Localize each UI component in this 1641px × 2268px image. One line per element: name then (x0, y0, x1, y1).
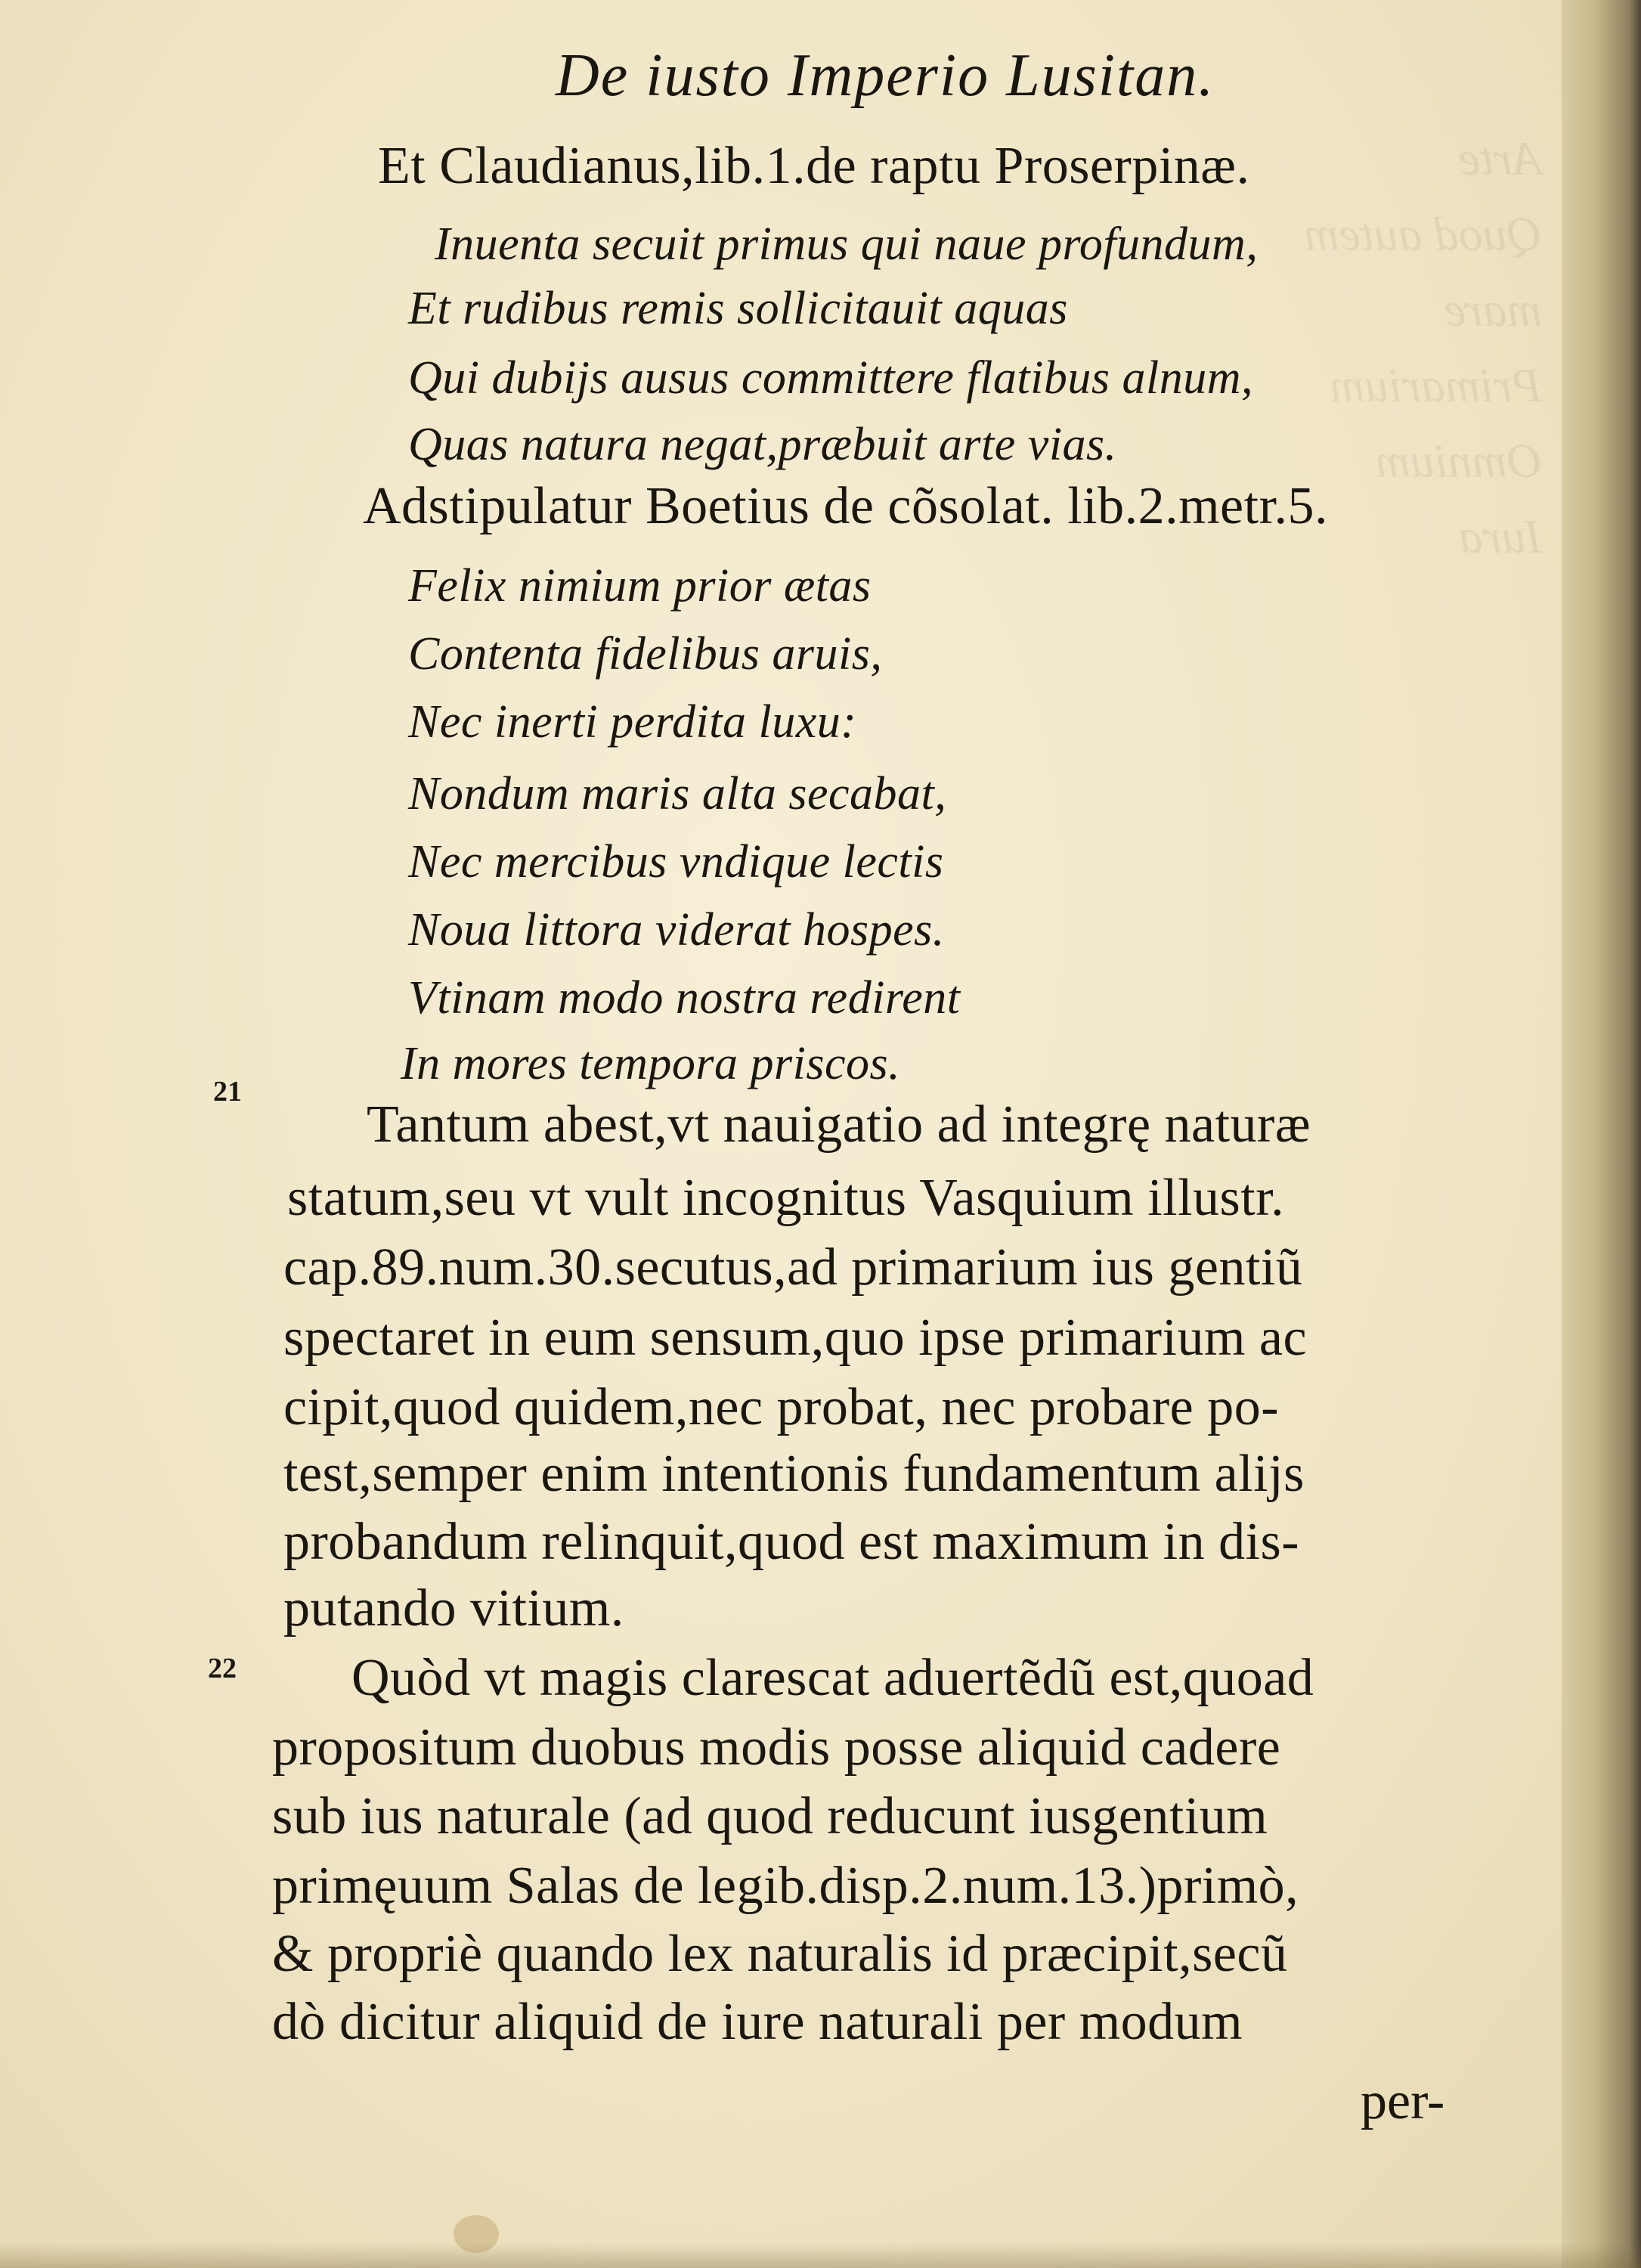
bleed-through-texture: Arte Quod autem mare Primarium Omnium Iura (1304, 132, 1542, 563)
verse-line: Nec inerti perdita luxu: (408, 696, 857, 748)
margin-number: 22 (208, 1653, 237, 1684)
paragraph-line: statum,seu vt vult incognitus Vasquium illustr. (287, 1169, 1285, 1227)
paragraph-line: sub ius naturale (ad quod reducunt iusgentium (272, 1787, 1268, 1845)
text-line: Adstipulatur Boetius de cõsolat. lib.2.metr.5. (363, 477, 1329, 535)
paragraph-line: cipit,quod quidem,nec probat, nec probare po- (283, 1378, 1280, 1436)
page-bottom-edge (0, 2242, 1641, 2268)
text-line: Et Claudianus,lib.1.de raptu Proserpinæ. (378, 137, 1250, 195)
verse-line: Qui dubijs ausus committere flatibus alnum, (408, 352, 1253, 404)
verse-line: Contenta fidelibus aruis, (408, 628, 883, 680)
catchword: per- (1361, 2072, 1445, 2130)
paragraph-line: & propriè quando lex naturalis id præcipit,secũ (272, 1925, 1288, 1983)
verse-line: Quas natura negat,præbuit arte vias. (408, 419, 1117, 470)
paragraph-line: spectaret in eum sensum,quo ipse primarium ac (283, 1309, 1308, 1367)
paragraph-line: putando vitium. (283, 1579, 624, 1637)
paragraph-line: Quòd vt magis clarescat aduertẽdũ est,quoad (351, 1649, 1314, 1707)
verse-line: Nondum maris alta secabat, (408, 768, 947, 820)
running-header: De iusto Imperio Lusitan. (556, 42, 1215, 109)
verse-line: Vtinam modo nostra redirent (408, 972, 961, 1024)
paragraph-line: Tantum abest,vt nauigatio ad integrę naturæ (367, 1095, 1311, 1154)
paragraph-line: primęuum Salas de legib.disp.2.num.13.)primò, (272, 1857, 1299, 1915)
paragraph-line: probandum relinquit,quod est maximum in dis- (283, 1513, 1300, 1571)
margin-number: 21 (213, 1076, 242, 1108)
binding-gutter (1562, 0, 1641, 2268)
paragraph-line: propositum duobus modis posse aliquid cadere (272, 1718, 1281, 1777)
paragraph-line: cap.89.num.30.secutus,ad primarium ius gentiũ (283, 1238, 1303, 1297)
verse-line: In mores tempora priscos. (401, 1038, 901, 1089)
verse-line: Nec mercibus vndique lectis (408, 836, 944, 888)
verse-line: Et rudibus remis sollicitauit aquas (408, 283, 1068, 334)
verse-line: Noua littora viderat hospes. (408, 904, 945, 956)
paragraph-line: dò dicitur aliquid de iure naturali per modum (272, 1993, 1243, 2051)
verse-line: Inuenta secuit primus qui naue profundum, (435, 218, 1259, 270)
paper-stain (454, 2215, 499, 2253)
paragraph-line: test,semper enim intentionis fundamentum alijs (283, 1445, 1305, 1503)
verse-line: Felix nimium prior ætas (408, 560, 872, 612)
